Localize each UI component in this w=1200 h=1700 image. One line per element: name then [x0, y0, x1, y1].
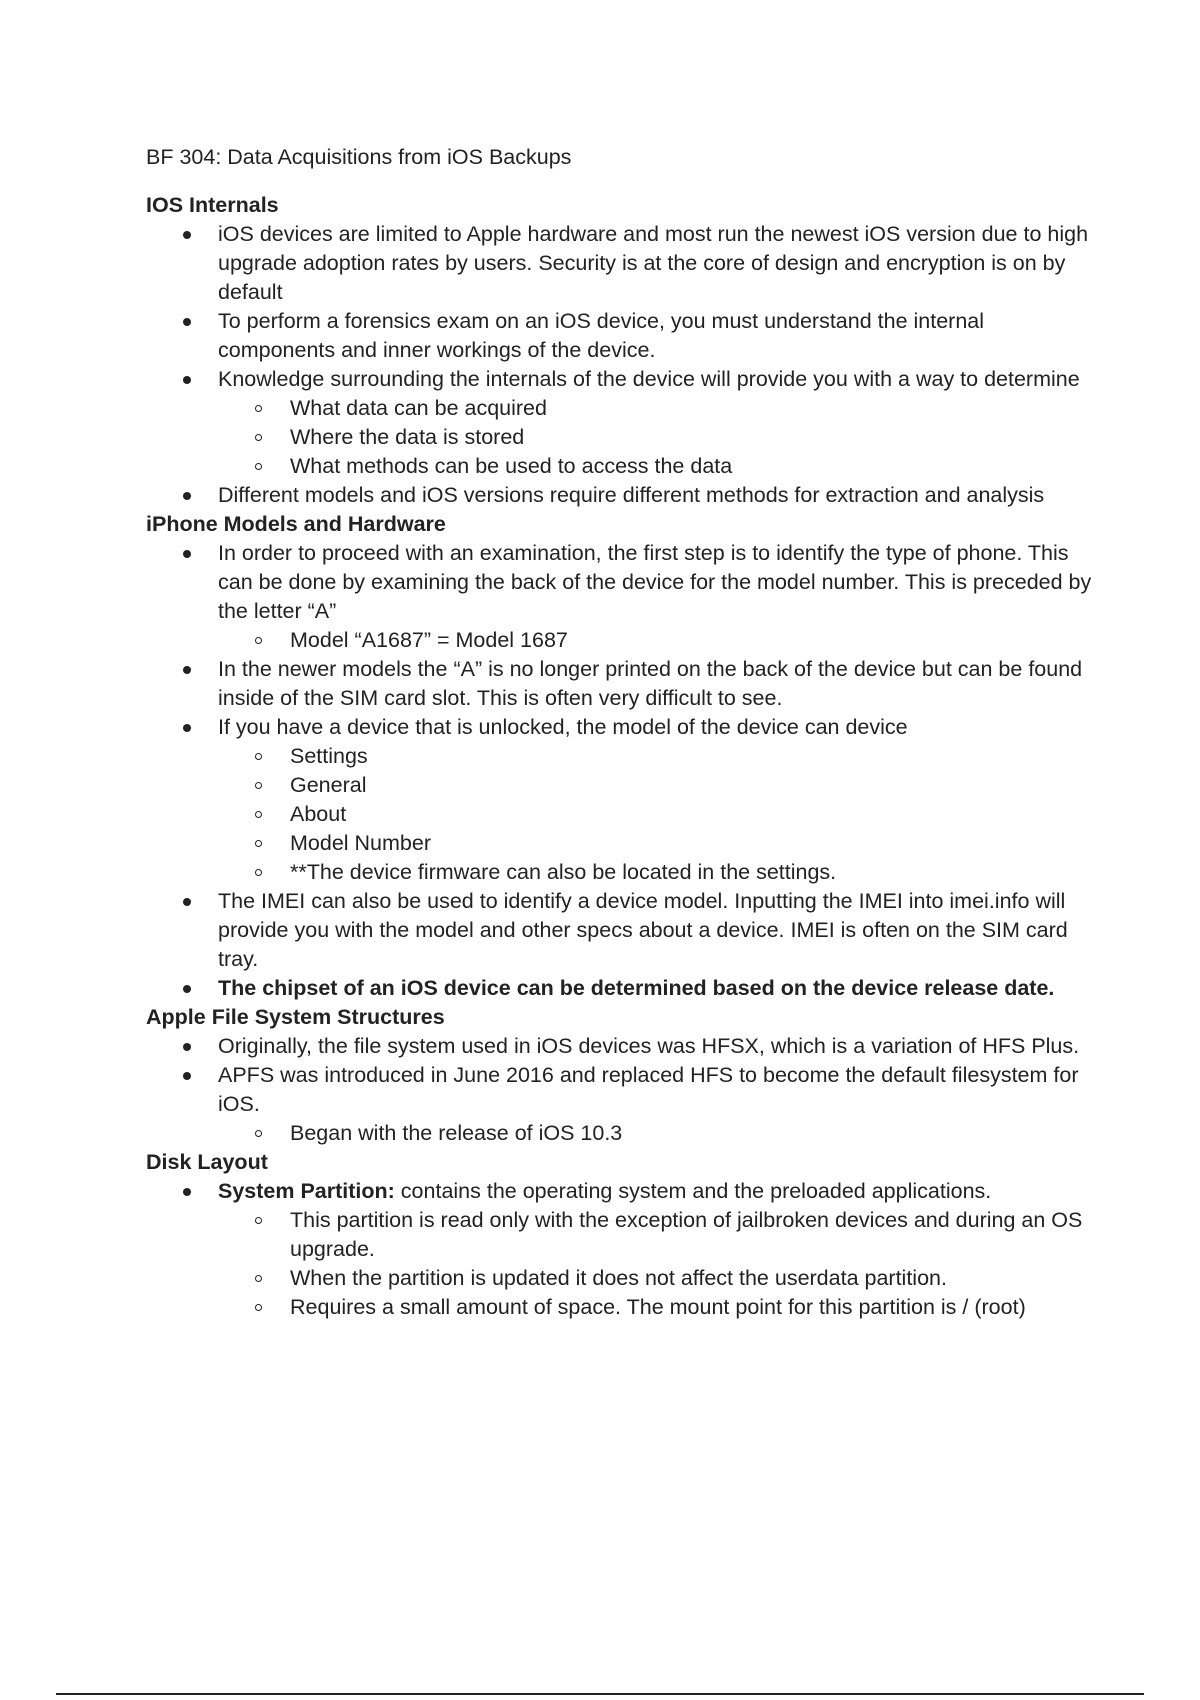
bullet-item: In order to proceed with an examination, the first step is to identify the type of phone. This can be done by examining the back of the device for the model number. This is preceded by the letter “A” Model “A1687” = Model 1687 [146, 539, 1096, 655]
sub-bullet-icon [255, 869, 262, 876]
sub-bullet-list [218, 394, 1096, 481]
sub-bullet-item: Began with the release of iOS 10.3 [218, 1119, 1096, 1148]
bullet-list [146, 220, 1096, 510]
document-body [146, 143, 1096, 1322]
section-heading: Disk Layout [146, 1150, 268, 1174]
bullet-item: Originally, the file system used in iOS devices was HFSX, which is a variation of HFS Plus. [146, 1032, 1096, 1061]
sub-bullet-icon [255, 1130, 262, 1137]
sub-bullet-list [218, 1119, 1096, 1148]
section-heading: IOS Internals [146, 193, 279, 217]
bullet-icon [183, 318, 191, 326]
sub-bullet-icon [255, 811, 262, 818]
sub-bullet-list [218, 1206, 1096, 1322]
bullet-item: To perform a forensics exam on an iOS device, you must understand the internal components and inner workings of the device. [146, 307, 1096, 365]
bullet-item: The IMEI can also be used to identify a device model. Inputting the IMEI into imei.info will provide you with the model and other specs about a device. IMEI is often on the SIM card tray. [146, 887, 1096, 974]
bullet-item: Knowledge surrounding the internals of the device will provide you with a way to determine What data can be acquired Where the data is stored What methods can be used to access the data [146, 365, 1096, 481]
sub-bullet-icon [255, 637, 262, 644]
page-bottom-divider [56, 1693, 1144, 1695]
section-heading: iPhone Models and Hardware [146, 512, 446, 536]
section-heading: Apple File System Structures [146, 1005, 445, 1029]
bullet-item: If you have a device that is unlocked, the model of the device can device Settings General About Model Number **The device firmware can also be located in the settings. [146, 713, 1096, 887]
bullet-item: Different models and iOS versions require different methods for extraction and analysis [146, 481, 1096, 510]
bullet-icon [183, 898, 191, 906]
bullet-icon [183, 724, 191, 732]
sub-bullet-icon [255, 782, 262, 789]
sub-bullet-item: About [218, 800, 1096, 829]
bullet-item: System Partition: contains the operating system and the preloaded applications. This partition is read only with the exception of jailbroken devices and during an OS upgrade. When the partition is updated it does not affect the userdata partition. Requires a small amount of space. The mount point for this partition is / (root) [146, 1177, 1096, 1322]
sub-bullet-icon [255, 1217, 262, 1224]
sub-bullet-item: This partition is read only with the exception of jailbroken devices and during an OS upgrade. [218, 1206, 1096, 1264]
sub-bullet-icon [255, 434, 262, 441]
sub-bullet-item: Where the data is stored [218, 423, 1096, 452]
bullet-icon [183, 376, 191, 384]
sub-bullet-icon [255, 463, 262, 470]
sub-bullet-icon [255, 1304, 262, 1311]
sub-bullet-item: What methods can be used to access the data [218, 452, 1096, 481]
document-title: BF 304: Data Acquisitions from iOS Backups [146, 145, 572, 169]
bullet-list [146, 1177, 1096, 1322]
bullet-item: APFS was introduced in June 2016 and replaced HFS to become the default filesystem for iOS. Began with the release of iOS 10.3 [146, 1061, 1096, 1148]
bullet-icon [183, 550, 191, 558]
sub-bullet-icon [255, 840, 262, 847]
sub-bullet-list [218, 626, 1096, 655]
bullet-icon [183, 1072, 191, 1080]
sub-bullet-item: Settings [218, 742, 1096, 771]
bullet-icon [183, 1188, 191, 1196]
bullet-icon [183, 1043, 191, 1051]
sub-bullet-icon [255, 753, 262, 760]
bullet-icon [183, 666, 191, 674]
sub-bullet-item: When the partition is updated it does not affect the userdata partition. [218, 1264, 1096, 1293]
sub-bullet-list [218, 742, 1096, 887]
bullet-icon [183, 492, 191, 500]
bullet-list [146, 1032, 1096, 1148]
sub-bullet-item: Model Number [218, 829, 1096, 858]
sub-bullet-item: Model “A1687” = Model 1687 [218, 626, 1096, 655]
bullet-icon [183, 231, 191, 239]
sub-bullet-item: **The device firmware can also be located in the settings. [218, 858, 1096, 887]
bullet-item: The chipset of an iOS device can be determined based on the device release date. [146, 974, 1096, 1003]
sub-bullet-item: Requires a small amount of space. The mount point for this partition is / (root) [218, 1293, 1096, 1322]
bullet-icon [183, 985, 191, 993]
sub-bullet-icon [255, 1275, 262, 1282]
sub-bullet-item: What data can be acquired [218, 394, 1096, 423]
sub-bullet-icon [255, 405, 262, 412]
bullet-list [146, 539, 1096, 1003]
sub-bullet-item: General [218, 771, 1096, 800]
bullet-item: In the newer models the “A” is no longer printed on the back of the device but can be found inside of the SIM card slot. This is often very difficult to see. [146, 655, 1096, 713]
bullet-item: iOS devices are limited to Apple hardware and most run the newest iOS version due to high upgrade adoption rates by users. Security is at the core of design and encryption is on by default [146, 220, 1096, 307]
